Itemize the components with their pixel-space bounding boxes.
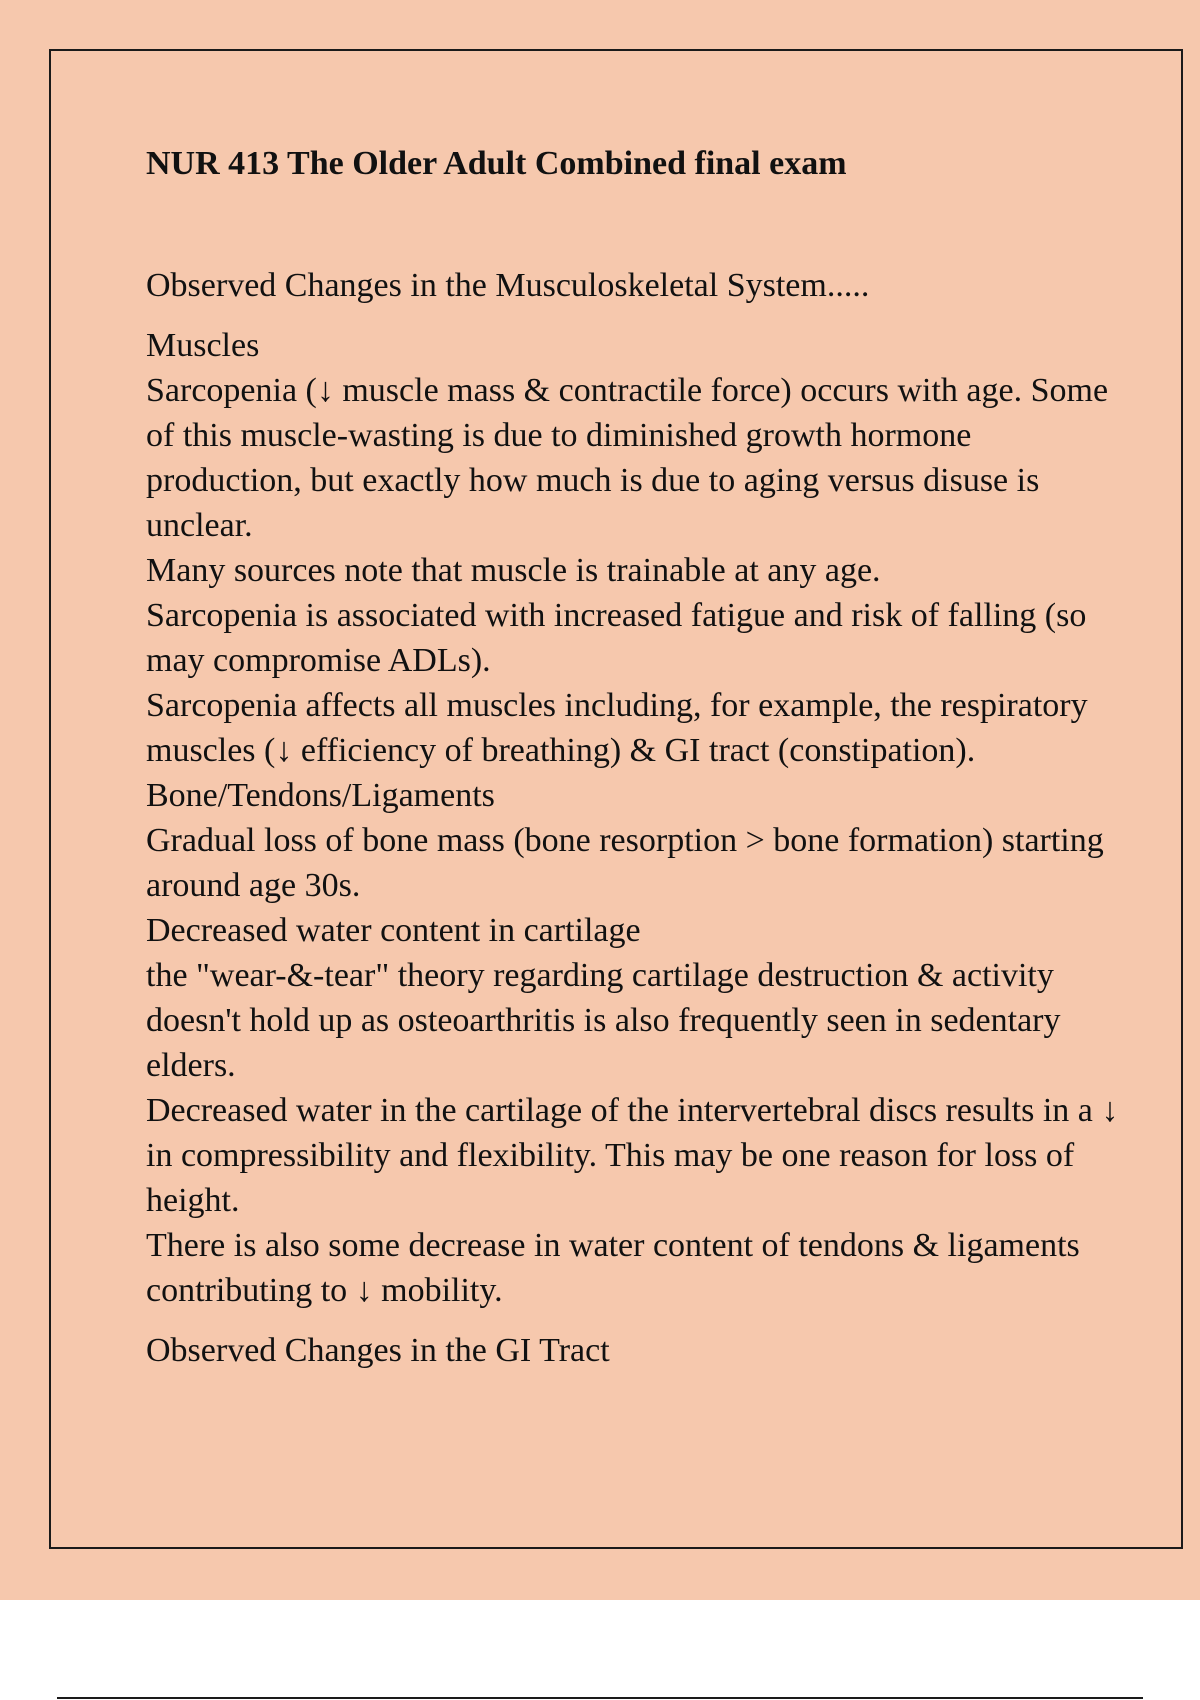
subheading-bone-tendons-ligaments: Bone/Tendons/Ligaments [146,777,495,814]
section-heading-gi-tract: Observed Changes in the GI Tract [146,1332,610,1369]
paragraph: Many sources note that muscle is trainable at any age. [146,552,881,589]
paragraph: Gradual loss of bone mass (bone resorption > bone formation) starting around age 30s. [146,822,1104,904]
paragraph: Sarcopenia (↓ muscle mass & contractile force) occurs with age. Some of this muscle-wasting is due to diminished growth hormone production, but exactly how much is due to aging versus disuse is unclear. [146,372,1109,544]
bottom-divider-line [57,1697,1143,1699]
paragraph: Sarcopenia is associated with increased fatigue and risk of falling (so may compromise ADLs). [146,597,1087,679]
document-body [146,140,1126,1373]
paragraph: Decreased water content in cartilage [146,912,641,949]
paragraph: Sarcopenia affects all muscles including, for example, the respiratory muscles (↓ efficiency of breathing) & GI tract (constipation). [146,687,1088,769]
paragraph: Decreased water in the cartilage of the intervertebral discs results in a ↓ in compressibility and flexibility. This may be one reason for loss of height. [146,1092,1119,1219]
section-heading-musculoskeletal: Observed Changes in the Musculoskeletal System..... [146,267,870,304]
subheading-muscles: Muscles [146,327,260,364]
document-title: NUR 413 The Older Adult Combined final exam [146,145,847,182]
paragraph: There is also some decrease in water content of tendons & ligaments contributing to ↓ mobility. [146,1227,1080,1309]
paragraph: the "wear-&-tear" theory regarding cartilage destruction & activity doesn't hold up as osteoarthritis is also frequently seen in sedentary elders. [146,957,1061,1084]
bone-paragraphs [146,818,1126,1313]
muscles-paragraphs [146,368,1126,773]
